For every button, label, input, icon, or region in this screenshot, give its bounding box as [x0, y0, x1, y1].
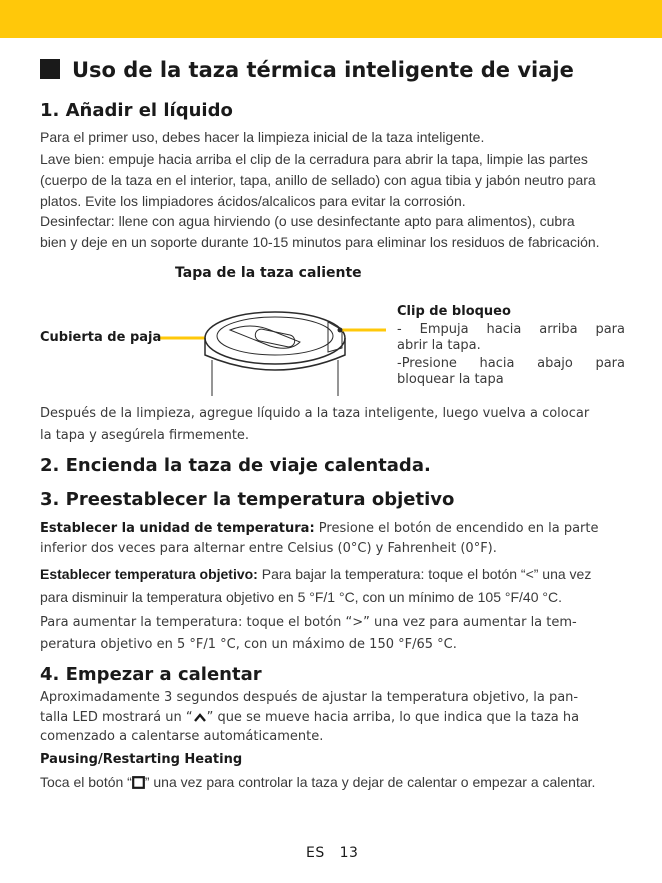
target-bold: Establecer temperatura objetivo: [40, 566, 258, 582]
s1-line-5: Desinfectar: llene con agua hirviendo (o use desinfectante apto para alimentos), cubra [40, 213, 575, 229]
raise-line-2: peratura objetivo en 5 °F/1 °C, con un máximo de 150 °F/65 °C. [40, 637, 457, 652]
lock-clip-line-3: -Presione hacia abajo para [397, 356, 625, 371]
chevron-up-icon [193, 711, 207, 723]
s4-line-1: Aproximadamente 3 segundos después de ajustar la temperatura objetivo, la pan- [40, 690, 579, 705]
pause-line-b: ” una vez para controlar la taza y dejar de calentar o empezar a calentar. [144, 774, 596, 790]
s1-line-6: bien y deje en un soporte durante 10-15 minutos para eliminar los residuos de fabricación. [40, 234, 600, 250]
unit-line-2: inferior dos veces para alternar entre Celsius (0°C) y Fahrenheit (0°F). [40, 541, 497, 556]
page-title [40, 58, 574, 82]
section-2-heading: 2. Encienda la taza de viaje calentada. [40, 455, 431, 476]
s4-line-3: comenzado a calentarse automáticamente. [40, 729, 324, 744]
top-accent-bar [0, 0, 662, 38]
figure-caption: Tapa de la taza caliente [175, 265, 362, 281]
lock-clip-line-4: bloquear la tapa [397, 372, 504, 387]
section-1-heading: 1. Añadir el líquido [40, 100, 233, 121]
s1-line-3: (cuerpo de la taza en el interior, tapa, anillo de sellado) con agua tibia y jabón neutro para [40, 172, 596, 188]
unit-bold: Establecer la unidad de temperatura: [40, 521, 315, 536]
s4-line-2-a: talla LED mostrará un “ [40, 710, 193, 725]
after-line-2: la tapa y asegúrela firmemente. [40, 428, 250, 443]
s1-line-1: Para el primer uso, debes hacer la limpieza inicial de la taza inteligente. [40, 129, 485, 145]
footer-lang: ES [306, 845, 325, 861]
square-button-icon [132, 776, 145, 789]
lock-clip-line-1: - Empuja hacia arriba para [397, 322, 625, 337]
lock-clip-text-1 [397, 322, 625, 337]
section-3-heading: 3. Preestablecer la temperatura objetivo [40, 489, 455, 510]
s4-line-2-b: ” que se mueve hacia arriba, lo que indica que la taza ha [206, 710, 580, 725]
pause-subheading: Pausing/Restarting Heating [40, 752, 243, 767]
lock-clip-title: Clip de bloqueo [397, 304, 511, 319]
page-number: 13 [339, 845, 359, 861]
unit-paragraph [40, 521, 599, 536]
raise-line-1: Para aumentar la temperatura: toque el botón “>” una vez para aumentar la tem- [40, 615, 577, 630]
pause-line [40, 774, 595, 790]
after-line-1: Después de la limpieza, agregue líquido a la taza inteligente, luego vuelva a colocar [40, 406, 590, 421]
lock-clip-text-3 [397, 356, 625, 371]
pause-line-a: Toca el botón “ [40, 774, 132, 790]
page-footer [306, 845, 358, 861]
lock-clip-line-2: abrir la tapa. [397, 338, 481, 353]
target-line-2: para disminuir la temperatura objetivo en 5 °F/1 °C, con un mínimo de 105 °F/40 °C. [40, 589, 562, 605]
unit-rest: Presione el botón de encendido en la parte [314, 521, 599, 536]
page-title-text: Uso de la taza térmica inteligente de viaje [72, 58, 574, 82]
straw-cover-label: Cubierta de paja [40, 330, 162, 345]
s4-line-2 [40, 710, 579, 725]
target-rest: Para bajar la temperatura: toque el botón “<” una vez [257, 566, 592, 582]
square-bullet-icon [40, 59, 60, 79]
s1-line-2: Lave bien: empuje hacia arriba el clip de la cerradura para abrir la tapa, limpie las partes [40, 151, 588, 167]
target-paragraph [40, 566, 591, 582]
section-4-heading: 4. Empezar a calentar [40, 664, 262, 685]
lid-diagram-icon [150, 300, 400, 400]
s1-line-4: platos. Evite los limpiadores ácidos/alcalicos para evitar la corrosión. [40, 193, 466, 209]
